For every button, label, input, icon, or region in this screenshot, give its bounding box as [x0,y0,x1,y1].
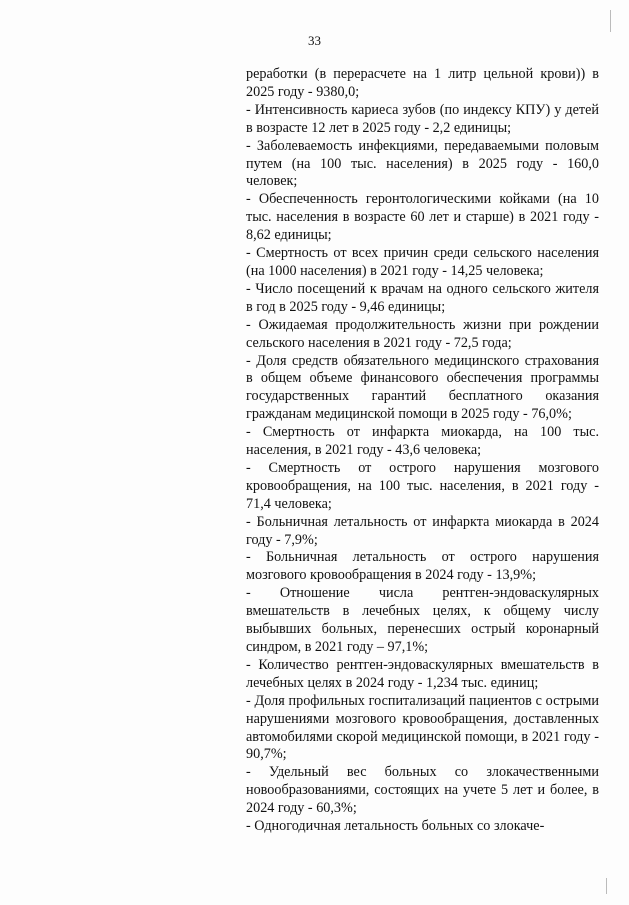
paragraph-endovascular-count: - Количество рентген-эндоваскулярных вмешательств в лечебных целях в 2024 году - 1,234 тыс. единиц; [246,656,599,691]
document-body [246,66,599,836]
paragraph-mi-hospital-lethality: - Больничная летальность от инфаркта миокарда в 2024 году - 7,9%; [246,513,599,548]
paragraph-oncology-5-years: - Удельный вес больных со злокачественными новообразованиями, состоящих на учете 5 лет и более, в 2024 году - 60,3%; [246,764,599,817]
paragraph-insurance-share: - Доля средств обязательного медицинского страхования в общем объеме финансового обеспечения программы государственных гарантий бесплатного оказания гражданам медицинской помощи в 2025 году - 76,0%; [246,352,599,423]
scan-edge-mark-top [610,10,611,32]
page-number: 33 [308,33,321,48]
paragraph-rural-mortality: - Смертность от всех причин среди сельского населения (на 1000 населения) в 2021 году - 14,25 человека; [246,245,599,279]
paragraph-gerontology-beds: - Обеспеченность геронтологическими койками (на 10 тыс. населения в возрасте 60 лет и старше) в 2021 году - 8,62 единицы; [246,191,599,244]
scan-edge-mark-bottom [606,878,607,894]
paragraph-rural-visits: - Число посещений к врачам на одного сельского жителя в год в 2025 году - 9,46 единицы; [246,280,599,315]
paragraph-blood-processing: реработки (в перерасчете на 1 литр цельной крови)) в 2025 году - 9380,0; [246,66,599,100]
paragraph-endovascular-ratio: - Отношение числа рентген-эндоваскулярных вмешательств в лечебных целях, к общему числу выбывших больных, перенесших острый коронарный синдром, в 2021 году – 97,1%; [246,585,599,655]
paragraph-stroke-hospitalization-share: - Доля профильных госпитализаций пациентов с острыми нарушениями мозгового кровообращения, доставленных автомобилями скорой медицинской помощи, в 2021 году - 90,7%; [246,692,599,763]
paragraph-rural-life-expectancy: - Ожидаемая продолжительность жизни при рождении сельского населения в 2021 году - 72,5 года; [246,316,599,351]
paragraph-stroke-mortality: - Смертность от острого нарушения мозгового кровообращения, на 100 тыс. населения, в 2021 году - 71,4 человека; [246,459,599,512]
paragraph-oncology-one-year-lethality: - Одногодичная летальность больных со злокаче- [246,818,545,835]
paragraph-dental-caries: - Интенсивность кариеса зубов (по индексу КПУ) у детей в возрасте 12 лет в 2025 году - 2,2 единицы; [246,101,599,136]
paragraph-stroke-hospital-lethality: - Больничная летальность от острого нарушения мозгового кровообращения в 2024 году - 13,9%; [246,549,599,584]
paragraph-sti-incidence: - Заболеваемость инфекциями, передаваемыми половым путем (на 100 тыс. населения) в 2025 году - 160,0 человек; [246,137,599,190]
paragraph-mi-mortality: - Смертность от инфаркта миокарда, на 100 тыс. населения, в 2021 году - 43,6 человека; [246,424,599,459]
